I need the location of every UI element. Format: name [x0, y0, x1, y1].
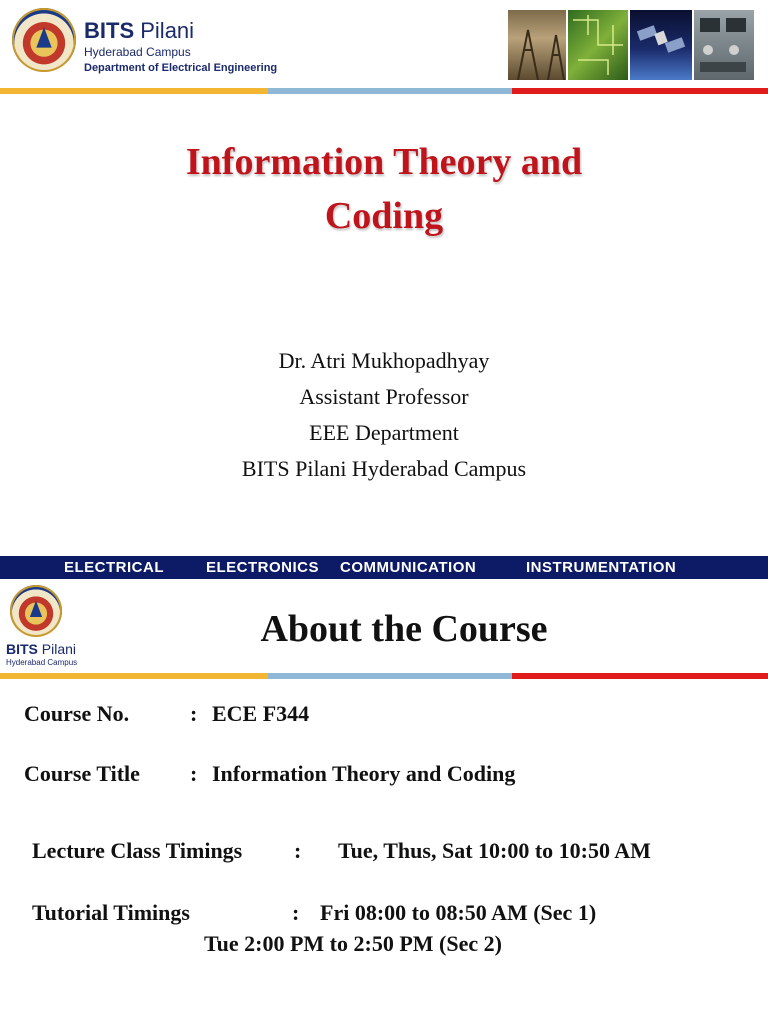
header-stripe-blue: [268, 88, 512, 94]
footer-banner: [0, 556, 768, 579]
circuit-board-photo: [568, 10, 628, 80]
author-department: EEE Department: [309, 420, 459, 445]
presentation-title-line1: Information Theory and: [185, 141, 583, 183]
slide2-stripe-blue: [268, 673, 512, 679]
presentation-title-line2: Coding: [324, 195, 444, 237]
bits-crest-logo: [12, 8, 76, 72]
tutorial-timings-value-sec1: Fri 08:00 to 08:50 AM (Sec 1): [320, 900, 597, 925]
tutorial-timings-separator: :: [292, 900, 300, 925]
author-name: Dr. Atri Mukhopadhyay: [278, 348, 490, 373]
brand-name: BITS Pilani: [84, 18, 195, 43]
department-label: Department of Electrical Engineering: [84, 62, 278, 74]
slide2-stripe-red: [512, 673, 768, 679]
course-title-label: Course Title: [24, 761, 140, 786]
course-title-value: Information Theory and Coding: [212, 761, 516, 786]
brand-campus-small: Hyderabad Campus: [6, 658, 78, 667]
course-title-separator: :: [190, 761, 198, 786]
slide2-stripe-gold: [0, 673, 268, 679]
course-no-label: Course No.: [24, 701, 130, 726]
lecture-timings-separator: :: [294, 838, 302, 863]
tutorial-timings-value-sec2: Tue 2:00 PM to 2:50 PM (Sec 2): [204, 931, 502, 956]
tutorial-timings-label: Tutorial Timings: [32, 900, 190, 925]
lecture-timings-label: Lecture Class Timings: [32, 838, 243, 863]
author-institution: BITS Pilani Hyderabad Campus: [241, 456, 527, 481]
course-no-separator: :: [190, 701, 198, 726]
brand-name-small: BITS Pilani: [6, 641, 77, 657]
header-stripe-red: [512, 88, 768, 94]
control-panel-photo: [694, 10, 754, 80]
header-stripe-gold: [0, 88, 268, 94]
author-designation: Assistant Professor: [299, 384, 469, 409]
power-lines-photo: [508, 10, 566, 80]
footer-electronics: ELECTRONICS: [206, 559, 320, 576]
about-course-slide: [0, 579, 768, 1024]
footer-communication: COMMUNICATION: [340, 559, 477, 576]
lecture-timings-value: Tue, Thus, Sat 10:00 to 10:50 AM: [338, 838, 651, 863]
course-no-value: ECE F344: [212, 701, 310, 726]
slide-heading: About the Course: [260, 608, 548, 650]
brand-campus: Hyderabad Campus: [84, 45, 191, 59]
footer-instrumentation: INSTRUMENTATION: [526, 559, 677, 576]
satellite-photo: [630, 10, 692, 80]
footer-electrical: ELECTRICAL: [64, 559, 164, 576]
